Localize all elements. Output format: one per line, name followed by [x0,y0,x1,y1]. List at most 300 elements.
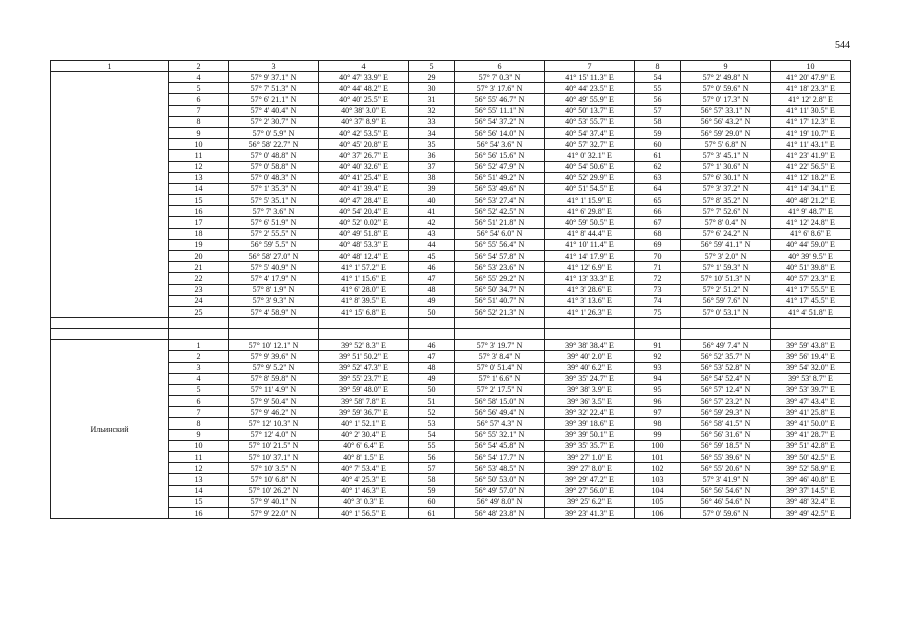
table-cell: 40° 45' 20.8" E [319,139,409,150]
table-row [51,295,851,306]
table-cell: 57° 12' 10.3" N [229,418,319,429]
table-cell: 57° 10' 51.3" N [681,273,771,284]
table-cell: 57° 10' 6.8" N [229,474,319,485]
table-cell: 57° 8' 35.2" N [681,195,771,206]
table-cell: 67 [635,217,681,228]
table-cell: 60 [409,496,455,507]
table-cell: 57° 0' 51.4" N [455,362,545,373]
table-cell: 8 [169,418,229,429]
table-cell: 56° 56' 15.6" N [455,150,545,161]
table-cell: 56° 55' 11.1" N [455,105,545,116]
table-cell: 56 [409,452,455,463]
table-cell: 47 [409,273,455,284]
table-cell: 57° 7' 3.6" N [229,206,319,217]
table-cell: 56° 55' 29.2" N [455,273,545,284]
table-cell: 56° 49' 8.0" N [455,496,545,507]
table-row [51,251,851,262]
table-cell: 40° 37' 8.9" E [319,116,409,127]
table-cell: 40° 57' 23.3" E [771,273,851,284]
table-cell: 41° 18' 23.3" E [771,83,851,94]
table-cell: 57° 6' 51.9" N [229,217,319,228]
column-header: 5 [409,61,455,72]
table-cell: 14 [169,485,229,496]
table-cell: 57° 10' 26.2" N [229,485,319,496]
table-cell: 39° 55' 23.7" E [319,373,409,384]
table-cell: 39° 59' 36.7" E [319,407,409,418]
table-cell: 56° 59' 7.6" N [681,295,771,306]
table-cell: 56° 50' 53.0" N [455,474,545,485]
table-cell: 100 [635,440,681,451]
table-cell: 18 [169,228,229,239]
table-cell: 40° 39' 9.5" E [771,251,851,262]
table-cell: 96 [635,396,681,407]
table-row [51,384,851,395]
empty-cell [51,318,169,329]
table-cell: 16 [169,206,229,217]
table-cell: 39° 29' 47.2" E [545,474,635,485]
table-cell: 24 [169,295,229,306]
table-cell: 40° 3' 0.3" E [319,496,409,507]
table-row [51,127,851,138]
table-cell: 39° 36' 3.5" E [545,396,635,407]
table-cell: 50 [409,384,455,395]
empty-cell [455,329,545,340]
table-row [51,407,851,418]
table-cell: 92 [635,351,681,362]
table-cell: 56° 52' 21.3" N [455,306,545,317]
table-cell: 39° 41' 50.0" E [771,418,851,429]
table-cell: 10 [169,440,229,451]
table-cell: 48 [409,362,455,373]
table-cell: 15 [169,195,229,206]
table-cell: 57° 2' 17.5" N [455,384,545,395]
empty-cell [229,329,319,340]
table-cell: 41° 1' 15.9" E [545,195,635,206]
table-cell: 9 [169,127,229,138]
table-row [51,273,851,284]
table-cell: 29 [409,72,455,83]
table-cell: 39° 40' 2.0" E [545,351,635,362]
table-cell: 41° 3' 13.6" E [545,295,635,306]
table-row [51,373,851,384]
table-cell: 39° 27' 56.0" E [545,485,635,496]
table-cell: 39° 25' 6.2" E [545,496,635,507]
table-cell: 40° 2' 30.4" E [319,429,409,440]
table-cell: 39° 59' 43.8" E [771,340,851,351]
table-cell: 56° 59' 18.5" N [681,440,771,451]
table-cell: 105 [635,496,681,507]
table-cell: 98 [635,418,681,429]
table-cell: 46 [409,340,455,351]
table-cell: 57° 10' 21.5" N [229,440,319,451]
table-cell: 57 [635,105,681,116]
table-cell: 57° 9' 37.1" N [229,72,319,83]
column-header: 3 [229,61,319,72]
table-cell: 39° 38' 38.4" E [545,340,635,351]
table-cell: 56° 56' 54.6" N [681,485,771,496]
empty-cell [635,318,681,329]
table-cell: 36 [409,150,455,161]
table-cell: 34 [409,127,455,138]
table-cell: 53 [409,418,455,429]
table-cell: 56° 56' 14.0" N [455,127,545,138]
table-cell: 104 [635,485,681,496]
table-cell: 66 [635,206,681,217]
table-cell: 13 [169,474,229,485]
table-cell: 74 [635,295,681,306]
table-cell: 57° 2' 51.2" N [681,284,771,295]
table-cell: 40° 54' 20.4" E [319,206,409,217]
table-cell: 57° 6' 24.2" N [681,228,771,239]
table-cell: 64 [635,183,681,194]
table-cell: 57° 8' 1.9" N [229,284,319,295]
table-cell: 56° 49' 7.4" N [681,340,771,351]
table-cell: 56° 54' 6.0" N [455,228,545,239]
table-cell: 59 [409,485,455,496]
table-cell: 56° 58' 22.7" N [229,139,319,150]
table-cell: 57° 0' 17.3" N [681,94,771,105]
table-cell: 39° 49' 42.5" E [771,507,851,518]
table-cell: 57° 9' 39.6" N [229,351,319,362]
table-cell: 56° 48' 23.8" N [455,507,545,518]
column-header: 9 [681,61,771,72]
table-cell: 41° 23' 41.9" E [771,150,851,161]
table-cell: 22 [169,273,229,284]
table-cell: 5 [169,83,229,94]
table-cell: 71 [635,262,681,273]
table-cell: 40° 52' 29.9" E [545,172,635,183]
table-cell: 41° 11' 30.5" E [771,105,851,116]
column-header: 6 [455,61,545,72]
table-cell: 48 [409,284,455,295]
table-cell: 57° 4' 17.9" N [229,273,319,284]
table-cell: 57° 10' 12.1" N [229,340,319,351]
table-cell: 39° 56' 19.4" E [771,351,851,362]
table-cell: 32 [409,105,455,116]
table-cell: 40° 48' 12.4" E [319,251,409,262]
table-cell: 19 [169,239,229,250]
table-cell: 39° 38' 3.9" E [545,384,635,395]
table-cell: 56° 55' 46.7" N [455,94,545,105]
table-cell: 11 [169,150,229,161]
table-cell: 41° 8' 39.5" E [319,295,409,306]
table-cell: 72 [635,273,681,284]
table-cell: 57° 1' 30.6" N [681,161,771,172]
empty-cell [635,329,681,340]
table-cell: 56° 55' 39.6" N [681,452,771,463]
table-cell: 39° 37' 14.5" E [771,485,851,496]
table-cell: 39° 27' 1.0" E [545,452,635,463]
empty-cell [229,318,319,329]
table-cell: 57° 10' 37.1" N [229,452,319,463]
column-header: 1 [51,61,169,72]
table-cell: 57° 2' 30.7" N [229,116,319,127]
table-cell: 56° 55' 20.6" N [681,463,771,474]
table-cell: 39° 54' 32.0" E [771,362,851,373]
table-cell: 56° 52' 47.9" N [455,161,545,172]
table-cell: 56° 51' 40.7" N [455,295,545,306]
table-cell: 6 [169,396,229,407]
table-cell: 41° 17' 12.3" E [771,116,851,127]
table-row [51,507,851,518]
empty-cell [169,318,229,329]
table-cell: 56° 56' 49.4" N [455,407,545,418]
table-cell: 57° 10' 3.5" N [229,463,319,474]
table-cell: 56° 59' 29.3" N [681,407,771,418]
table-row [51,284,851,295]
empty-cell [545,329,635,340]
table-cell: 41° 12' 2.8" E [771,94,851,105]
table-row [51,306,851,317]
table-cell: 39° 23' 41.3" E [545,507,635,518]
table-cell: 103 [635,474,681,485]
table-cell: 56° 49' 57.0" N [455,485,545,496]
table-cell: 46 [409,262,455,273]
table-row [51,228,851,239]
table-cell: 1 [169,340,229,351]
table-cell: 57° 9' 22.0" N [229,507,319,518]
table-cell: 39° 39' 50.1" E [545,429,635,440]
table-cell: 56° 56' 43.2" N [681,116,771,127]
table-cell: 39° 39' 18.6" E [545,418,635,429]
table-cell: 39° 50' 42.5" E [771,452,851,463]
header-row [51,61,851,72]
table-cell: 39° 35' 24.7" E [545,373,635,384]
table-cell: 95 [635,384,681,395]
table-cell: 101 [635,452,681,463]
table-cell: 63 [635,172,681,183]
table-cell: 39° 32' 22.4" E [545,407,635,418]
table-cell: 51 [409,396,455,407]
table-cell: 56° 58' 15.0" N [455,396,545,407]
table-cell: 68 [635,228,681,239]
table-cell: 56 [635,94,681,105]
table-cell: 97 [635,407,681,418]
table-cell: 54 [635,72,681,83]
table-cell: 75 [635,306,681,317]
table-cell: 56° 56' 31.6" N [681,429,771,440]
table-row [51,139,851,150]
table-cell: 58 [409,474,455,485]
table-cell: 43 [409,228,455,239]
table-cell: 56° 57' 33.1" N [681,105,771,116]
table-cell: 39° 48' 32.4" E [771,496,851,507]
table-cell: 4 [169,373,229,384]
column-header: 8 [635,61,681,72]
table-cell: 57° 1' 35.3" N [229,183,319,194]
table-cell: 57° 6' 30.1" N [681,172,771,183]
table-cell: 39° 47' 43.4" E [771,396,851,407]
table-cell: 41° 12' 24.8" E [771,217,851,228]
table-cell: 94 [635,373,681,384]
separator-row [51,318,851,329]
table-cell: 39° 52' 47.3" E [319,362,409,373]
page-number: 544 [835,40,850,51]
table-cell: 62 [635,161,681,172]
empty-cell [681,329,771,340]
table-cell: 41° 4' 51.8" E [771,306,851,317]
table-row [51,262,851,273]
table-cell: 69 [635,239,681,250]
table-cell: 99 [635,429,681,440]
table-cell: 39° 27' 8.0" E [545,463,635,474]
table-cell: 56° 55' 32.1" N [455,429,545,440]
empty-cell [319,329,409,340]
table-cell: 13 [169,172,229,183]
table-cell: 39° 52' 8.3" E [319,340,409,351]
table-cell: 57° 0' 59.6" N [681,507,771,518]
table-cell: 11 [169,452,229,463]
table-cell: 57° 9' 50.4" N [229,396,319,407]
table-cell: 40 [409,195,455,206]
table-cell: 39° 53' 39.7" E [771,384,851,395]
table-cell: 41° 15' 11.3" E [545,72,635,83]
table-cell: 57° 3' 37.2" N [681,183,771,194]
table-row [51,172,851,183]
table-cell: 33 [409,116,455,127]
empty-cell [409,329,455,340]
table-cell: 58 [635,116,681,127]
region-name-cell [51,72,169,318]
table-cell: 40° 6' 6.4" E [319,440,409,451]
table-cell: 57° 7' 0.3" N [455,72,545,83]
table-cell: 41° 1' 26.3" E [545,306,635,317]
table-cell: 56° 57' 4.3" N [455,418,545,429]
table-cell: 41° 1' 57.2" E [319,262,409,273]
table-row [51,452,851,463]
table-cell: 41° 3' 28.6" E [545,284,635,295]
table-cell: 15 [169,496,229,507]
table-cell: 56° 59' 41.1" N [681,239,771,250]
table-cell: 57° 3' 45.1" N [681,150,771,161]
table-cell: 56° 50' 34.7" N [455,284,545,295]
table-cell: 57° 1' 59.3" N [681,262,771,273]
table-cell: 40° 4' 25.3" E [319,474,409,485]
table-row [51,195,851,206]
table-cell: 40° 54' 37.4" E [545,127,635,138]
table-cell: 56° 57' 12.4" N [681,384,771,395]
table-row [51,72,851,83]
table-cell: 41° 6' 28.0" E [319,284,409,295]
table-cell: 25 [169,306,229,317]
table-row [51,217,851,228]
table-cell: 60 [635,139,681,150]
table-cell: 56° 53' 49.6" N [455,183,545,194]
table-cell: 57° 9' 5.2" N [229,362,319,373]
table-cell: 40° 44' 59.0" E [771,239,851,250]
table-cell: 30 [409,83,455,94]
table-cell: 7 [169,407,229,418]
table-cell: 57° 7' 51.3" N [229,83,319,94]
table-cell: 57° 4' 58.9" N [229,306,319,317]
table-cell: 56° 57' 23.2" N [681,396,771,407]
table-cell: 40° 59' 50.5" E [545,217,635,228]
table-cell: 41° 6' 29.8" E [545,206,635,217]
table-cell: 39° 35' 35.7" E [545,440,635,451]
table-cell: 41° 0' 32.1" E [545,150,635,161]
table-cell: 39° 52' 58.9" E [771,463,851,474]
table-cell: 106 [635,507,681,518]
table-cell: 57° 8' 0.4" N [681,217,771,228]
table-row [51,429,851,440]
table-cell: 55 [635,83,681,94]
table-cell: 17 [169,217,229,228]
table-cell: 41° 17' 55.5" E [771,284,851,295]
table-cell: 41° 17' 45.5" E [771,295,851,306]
table-cell: 39° 51' 42.8" E [771,440,851,451]
table-cell: 40° 1' 56.5" E [319,507,409,518]
table-cell: 56° 53' 48.5" N [455,463,545,474]
table-cell: 57 [409,463,455,474]
table-cell: 39° 59' 48.0" E [319,384,409,395]
table-cell: 45 [409,251,455,262]
table-cell: 40° 57' 32.7" E [545,139,635,150]
table-cell: 41° 10' 11.4" E [545,239,635,250]
table-cell: 57° 3' 41.9" N [681,474,771,485]
table-row [51,418,851,429]
table-row [51,485,851,496]
table-cell: 5 [169,384,229,395]
table-cell: 52 [409,407,455,418]
table-cell: 6 [169,94,229,105]
table-cell: 57° 11' 4.9" N [229,384,319,395]
table-cell: 57° 8' 59.8" N [229,373,319,384]
table-row [51,351,851,362]
column-header: 10 [771,61,851,72]
table-row [51,150,851,161]
table-cell: 56° 54' 37.2" N [455,116,545,127]
table-cell: 56° 46' 54.6" N [681,496,771,507]
table-cell: 39 [409,183,455,194]
empty-cell [51,329,169,340]
table-cell: 65 [635,195,681,206]
table-cell: 40° 41' 25.4" E [319,172,409,183]
table-cell: 40° 1' 52.1" E [319,418,409,429]
table-cell: 57° 0' 48.8" N [229,150,319,161]
table-cell: 23 [169,284,229,295]
table-cell: 40° 52' 0.02" E [319,217,409,228]
empty-cell [409,318,455,329]
separator-row [51,329,851,340]
table-cell: 40° 40' 25.5" E [319,94,409,105]
table-cell: 37 [409,161,455,172]
empty-cell [169,329,229,340]
table-cell: 40° 51' 54.5" E [545,183,635,194]
table-cell: 57° 1' 6.6" N [455,373,545,384]
table-cell: 56° 51' 21.8" N [455,217,545,228]
table-cell: 70 [635,251,681,262]
table-cell: 4 [169,72,229,83]
table-row [51,83,851,94]
table-cell: 57° 0' 58.8" N [229,161,319,172]
table-cell: 56° 59' 5.5" N [229,239,319,250]
table-cell: 49 [409,373,455,384]
table-cell: 40° 49' 55.9" E [545,94,635,105]
table-cell: 44 [409,239,455,250]
table-cell: 40° 41' 39.4" E [319,183,409,194]
table-cell: 55 [409,440,455,451]
table-cell: 39° 51' 50.2" E [319,351,409,362]
table-cell: 39° 41' 28.7" E [771,429,851,440]
table-cell: 39° 40' 6.2" E [545,362,635,373]
table-cell: 56° 54' 17.7" N [455,452,545,463]
table-cell: 57° 9' 46.2" N [229,407,319,418]
empty-cell [545,318,635,329]
table-cell: 40° 48' 53.3" E [319,239,409,250]
table-cell: 9 [169,429,229,440]
column-header: 4 [319,61,409,72]
table-cell: 57° 5' 35.1" N [229,195,319,206]
